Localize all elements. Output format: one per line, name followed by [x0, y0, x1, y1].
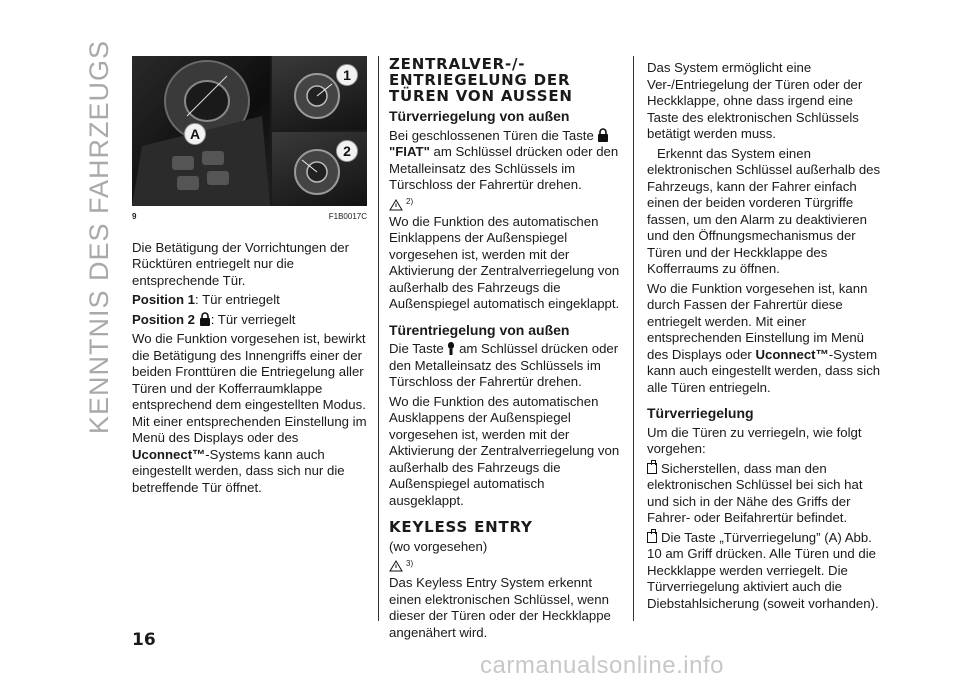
fold-mirrors-paragraph: Wo die Funktion des automatischen Einklappens der Außenspiegel vorgesehen ist, werden mit der Aktivierung der Zentralverriegelung von außerhalb des Fahrzeugs die Außenspiegel automatisch eingeklappt. — [389, 213, 620, 311]
section-side-title — [74, 40, 124, 435]
warning-icon — [389, 560, 403, 572]
driver-door-paragraph — [647, 281, 883, 397]
driver-door-text-end: -System kann auch eingestellt werden, dass sich alle Türen entriegeln. — [647, 346, 881, 395]
note-reference-3 — [389, 558, 621, 572]
figure-number: 9 — [132, 212, 137, 221]
note-reference-2 — [389, 197, 621, 211]
section-heading-central-locking: ZENTRALVER-/-ENTRIEGELUNG DER TÜREN VON AUSSEN — [389, 55, 573, 105]
locking-intro: Um die Türen zu verriegeln, wie folgt vorgehen: — [647, 424, 862, 456]
subheading-lock-from-outside: Türverriegelung von außen — [389, 108, 570, 124]
page-number: 16 — [132, 630, 156, 650]
position-2-text: : Tür verriegelt — [210, 311, 296, 327]
position-2-line — [132, 312, 367, 329]
bullet-icon — [647, 532, 657, 543]
column-3 — [647, 60, 883, 612]
unlock-outside-text: Die Taste — [389, 341, 448, 356]
driver-door-text: Wo die Funktion vorgesehen ist, kann durch Fassen der Fahrertür diese entriegelt werden. Mit einer entsprechenden Einstellung im Menü des Displays oder — [647, 280, 868, 362]
figure-caption — [132, 209, 367, 226]
intro-paragraph: Die Betätigung der Vorrichtungen der Rücktüren entriegelt nur die entsprechende Tür. — [132, 239, 350, 288]
unlock-outside-text-end: am Schlüssel drücken oder den Metalleinsatz des Schlüssels im Türschloss der Fahrertür drehen. — [389, 341, 619, 389]
inner-handle-text-end: -Systems kann auch eingestellt werden, dass sich nur die betreffende Tür öffnet. — [132, 446, 345, 495]
unlock-outside-paragraph — [389, 341, 621, 391]
locking-step-2 — [647, 530, 883, 613]
inner-handle-text: Wo die Funktion vorgesehen ist, bewirkt die Betätigung des Innengriffs einer der beiden Fronttüren die Entriegelung aller Türen und der Kofferraumklappe entsprechend dem eingestellten Modus. Mit einer entsprechenden Einstellung im Menü des Displays oder des — [132, 331, 367, 445]
watermark: carmanualsonline.info — [480, 652, 724, 679]
lock-outside-text: Bei geschlossenen Türen die Taste — [389, 127, 598, 143]
column-divider — [378, 56, 379, 621]
subheading-door-locking: Türverriegelung — [647, 405, 754, 421]
column-2 — [389, 56, 621, 641]
section-heading-keyless-entry: KEYLESS ENTRY — [389, 518, 533, 536]
note-number: 3) — [406, 558, 414, 568]
warning-icon — [389, 199, 403, 211]
subheading-unlock-from-outside: Türentriegelung von außen — [389, 321, 570, 338]
callout-1: 1 — [336, 64, 358, 86]
position-1-line — [132, 292, 367, 309]
figure-door-controls — [132, 56, 367, 206]
position-2-label: Position 2 — [132, 311, 196, 327]
uconnect-brand: Uconnect™ — [132, 446, 206, 462]
step-2-text: Die Taste „Türverriegelung” (A) Abb. 10 am Griff drücken. Alle Türen und die Heckklappe werden verriegelt. Die Türverriegelung aktiviert auch die Diebstahlsicherung (soweit vorhanden). — [647, 529, 879, 611]
side-title-text: KENNTNIS DES FAHRZEUGS — [83, 40, 114, 435]
lock-outside-text-end: am Schlüssel drücken oder den Metalleinsatz des Schlüssels im Türschloss der Fahrertür drehen. — [389, 144, 619, 192]
keyless-availability: (wo vorgesehen) — [389, 538, 488, 554]
position-1-text: : Tür entriegelt — [195, 292, 280, 307]
lock-icon — [597, 128, 609, 142]
step-1-text: Sicherstellen, dass man den elektronischen Schlüssel bei sich hat und sich in der Nähe des Griffs der Fahrer- oder Beifahrertür befindet. — [647, 460, 863, 525]
figure-code: F1B0017C — [328, 212, 367, 221]
fiat-button-label: "FIAT" — [389, 144, 430, 159]
uconnect-brand: Uconnect™ — [755, 346, 829, 362]
keyless-detect-paragraph: Erkennt das System einen elektronischen Schlüssel außerhalb des Fahrzeugs, kann der Fahrer einfach einen der beiden vorderen Türgriffe fassen, um den Alarm zu deaktivieren und den Öffnungsmechanismus der Türen und der Heckklappe des Kofferraums zu öffnen. — [647, 145, 881, 276]
lock-icon — [199, 312, 211, 326]
keyless-system-paragraph: Das System ermöglicht eine Ver-/Entriegelung der Türen oder der Heckklappe, ohne dass irgend eine Taste des elektronischen Schlüssels betätigt werden muss. — [647, 60, 863, 141]
lock-outside-paragraph — [389, 128, 621, 194]
note-number: 2) — [406, 197, 414, 206]
locking-step-1 — [647, 461, 883, 527]
callout-2: 2 — [336, 140, 358, 162]
column-divider — [633, 56, 634, 621]
inner-handle-paragraph — [132, 331, 367, 496]
callout-a: A — [184, 123, 206, 145]
unfold-mirrors-paragraph: Wo die Funktion des automatischen Ausklappens der Außenspiegel vorgesehen ist, werden mit der Aktivierung der Zentralverriegelung von außerhalb des Fahrzeugs die Außenspiegel automatisch ausgeklappt. — [389, 393, 620, 508]
keyless-paragraph: Das Keyless Entry System erkennt einen elektronischen Schlüssel, wenn dieser der Türen oder der Heckklappe angenähert wird. — [389, 575, 611, 640]
bullet-icon — [647, 463, 657, 474]
column-1 — [132, 56, 367, 496]
position-1-label: Position 1 — [132, 292, 196, 307]
